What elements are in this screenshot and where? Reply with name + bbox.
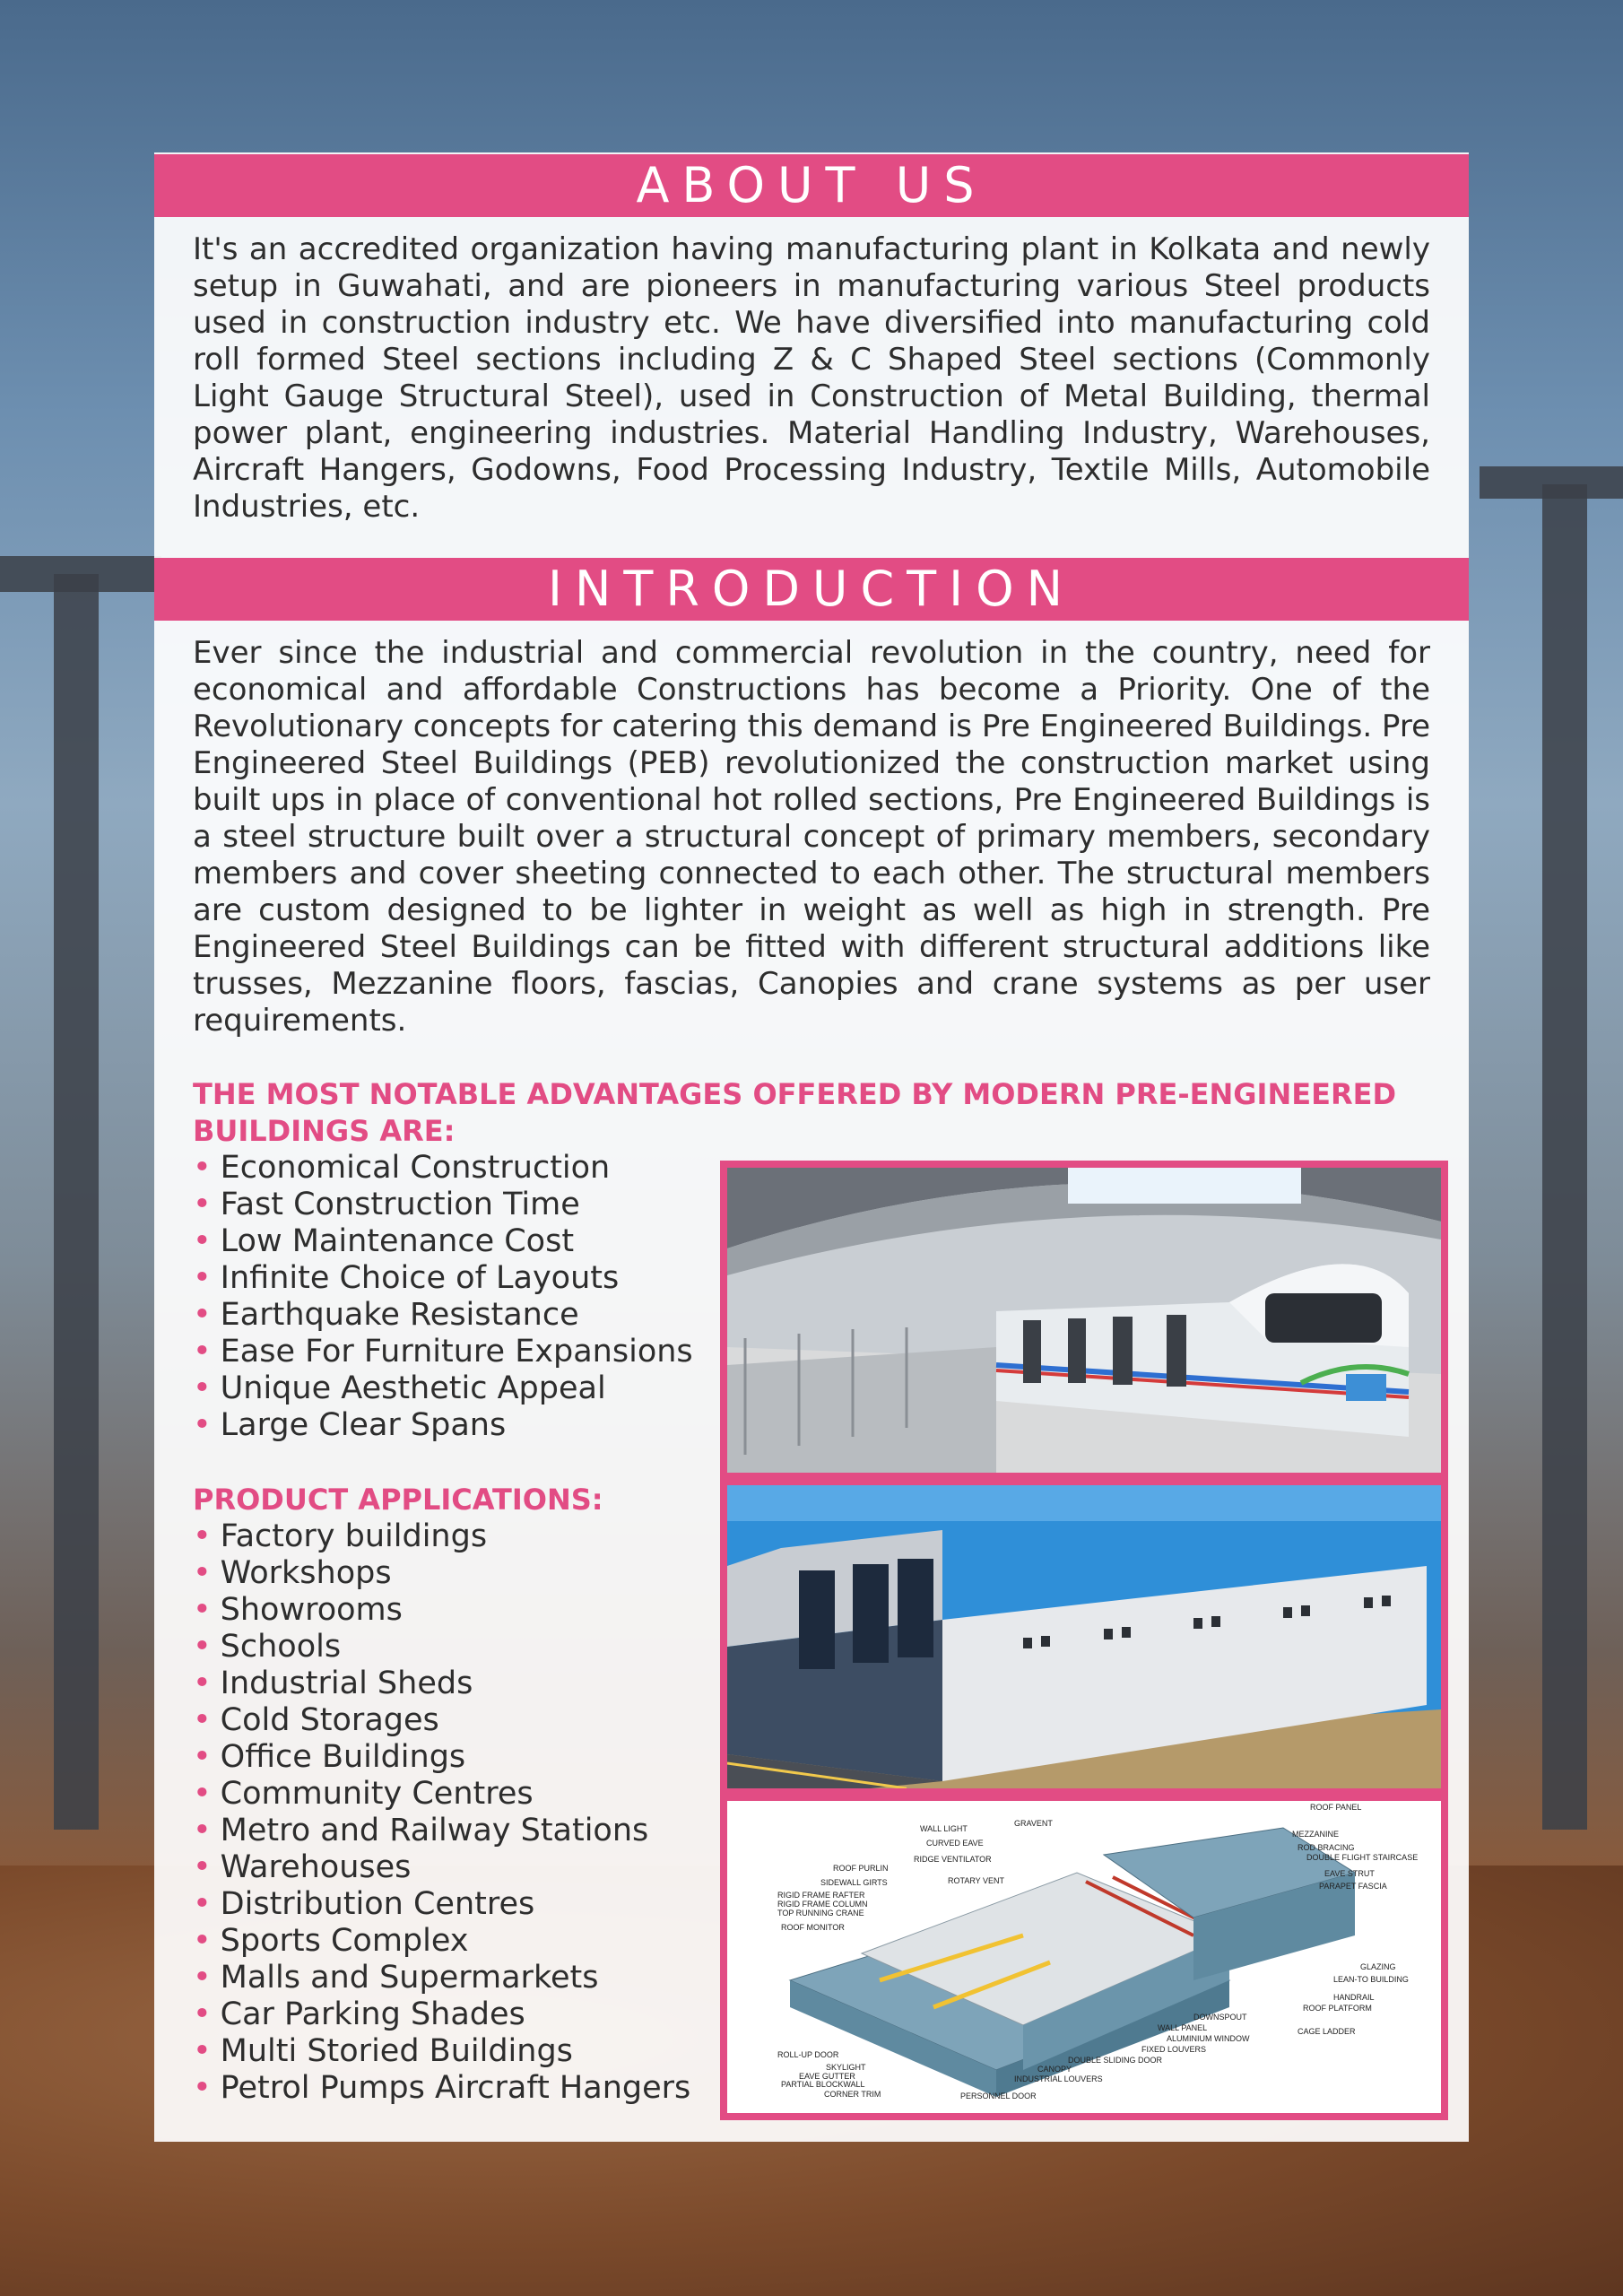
application-item-label: Sports Complex	[220, 1923, 469, 1959]
diagram-label: FIXED LOUVERS	[1141, 2045, 1207, 2054]
application-item-label: Office Buildings	[220, 1739, 466, 1775]
diagram-label: CAGE LADDER	[1298, 2027, 1356, 2036]
bullet-icon: •	[193, 1665, 212, 1701]
peb-structure-diagram	[727, 1801, 1441, 2113]
application-item	[193, 1813, 690, 1849]
diagram-label: ROOF MONITOR	[781, 1923, 845, 1932]
application-item	[193, 1555, 690, 1592]
warehouse-building-photo	[727, 1485, 1441, 1788]
bullet-icon: •	[193, 1996, 212, 2032]
application-item	[193, 1518, 690, 1555]
diagram-label: WALL LIGHT	[920, 1824, 968, 1833]
advantage-item	[193, 1370, 693, 1407]
diagram-label: GLAZING	[1360, 1962, 1396, 1971]
bullet-icon: •	[193, 1849, 212, 1885]
diagram-label: INDUSTRIAL LOUVERS	[1014, 2074, 1103, 2083]
bullet-icon: •	[193, 1187, 212, 1222]
advantage-item	[193, 1297, 693, 1334]
advantage-item-label: Low Maintenance Cost	[220, 1223, 575, 1259]
diagram-label: MEZZANINE	[1292, 1830, 1340, 1839]
metro-station-photo	[727, 1168, 1441, 1473]
background-column	[1542, 484, 1587, 1830]
bullet-icon: •	[193, 1592, 212, 1628]
diagram-label: SIDEWALL GIRTS	[820, 1878, 888, 1887]
diagram-label: CANOPY	[1037, 2065, 1072, 2074]
application-item	[193, 1592, 690, 1629]
diagram-label: EAVE GUTTER	[799, 2072, 855, 2081]
application-item	[193, 1702, 690, 1739]
application-item-label: Malls and Supermarkets	[220, 1960, 599, 1996]
advantage-item	[193, 1407, 693, 1444]
advantage-item	[193, 1187, 693, 1223]
diagram-label: ALUMINIUM WINDOW	[1167, 2034, 1250, 2043]
advantage-item-label: Fast Construction Time	[220, 1187, 580, 1222]
application-item	[193, 1923, 690, 1960]
introduction-title: INTRODUCTION	[154, 558, 1469, 621]
diagram-label: DOWNSPOUT	[1193, 2013, 1247, 2022]
bullet-icon: •	[193, 1813, 212, 1848]
application-item-label: Petrol Pumps Aircraft Hangers	[220, 2070, 691, 2106]
bullet-icon: •	[193, 1776, 212, 1812]
bullet-icon: •	[193, 1739, 212, 1775]
diagram-label: ROOF PLATFORM	[1303, 2004, 1372, 2013]
application-item	[193, 1849, 690, 1886]
advantage-item-label: Infinite Choice of Layouts	[220, 1260, 620, 1296]
applications-list	[193, 1518, 690, 2107]
application-item-label: Community Centres	[220, 1776, 534, 1812]
diagram-label: ROTARY VENT	[948, 1876, 1005, 1885]
diagram-label: ROOF PANEL	[1310, 1803, 1362, 1812]
about-paragraph: It's an accredited organization having manufacturing plant in Kolkata and newly setup in Guwahati, and are pioneers in manufacturing various Steel products used in construction industry etc. We have diversified into manufacturing cold roll formed Steel sections including Z & C Shaped Steel sections (Commonly Light Gauge Structural Steel), used in Construction of Metal Building, thermal power plant, engineering industries. Material Handling Industry, Warehouses, Aircraft Hangers, Godowns, Food Processing Industry, Textile Mills, Automobile Industries, etc.	[193, 231, 1430, 525]
advantage-item-label: Unique Aesthetic Appeal	[220, 1370, 606, 1406]
application-item-label: Car Parking Shades	[220, 1996, 525, 2032]
diagram-label: LEAN-TO BUILDING	[1333, 1975, 1409, 1984]
advantages-list	[193, 1150, 693, 1444]
advantage-item-label: Large Clear Spans	[220, 1407, 507, 1443]
application-item-label: Multi Storied Buildings	[220, 2033, 573, 2069]
bullet-icon: •	[193, 1370, 212, 1406]
bullet-icon: •	[193, 1629, 212, 1665]
advantage-item	[193, 1260, 693, 1297]
diagram-label: ROD BRACING	[1298, 1843, 1355, 1852]
background-column	[54, 574, 99, 1830]
bullet-icon: •	[193, 1260, 212, 1296]
diagram-label: RIGID FRAME COLUMN	[777, 1900, 868, 1909]
advantage-item	[193, 1223, 693, 1260]
bullet-icon: •	[193, 1150, 212, 1186]
bullet-icon: •	[193, 1923, 212, 1959]
bullet-icon: •	[193, 2070, 212, 2106]
application-item-label: Factory buildings	[220, 1518, 488, 1554]
diagram-label: ROOF PURLIN	[833, 1864, 889, 1873]
bullet-icon: •	[193, 1223, 212, 1259]
advantage-item	[193, 1334, 693, 1370]
application-item-label: Workshops	[220, 1555, 392, 1591]
advantages-heading: THE MOST NOTABLE ADVANTAGES OFFERED BY MODERN PRE-ENGINEERED BUILDINGS ARE:	[193, 1077, 1397, 1148]
bullet-icon: •	[193, 1960, 212, 1996]
bullet-icon: •	[193, 1334, 212, 1370]
application-item	[193, 2070, 690, 2107]
application-item	[193, 1739, 690, 1776]
application-item-label: Warehouses	[220, 1849, 412, 1885]
application-item-label: Cold Storages	[220, 1702, 439, 1738]
application-item-label: Metro and Railway Stations	[220, 1813, 649, 1848]
application-item-label: Industrial Sheds	[220, 1665, 473, 1701]
advantage-item-label: Economical Construction	[220, 1150, 611, 1186]
bullet-icon: •	[193, 1518, 212, 1554]
application-item	[193, 1960, 690, 1996]
application-item	[193, 1886, 690, 1923]
diagram-label: SKYLIGHT	[826, 2063, 866, 2072]
diagram-label: PARTIAL BLOCKWALL	[781, 2080, 865, 2089]
about-title: ABOUT US	[154, 154, 1469, 217]
application-item	[193, 2033, 690, 2070]
bullet-icon: •	[193, 1407, 212, 1443]
photo-collage	[720, 1161, 1448, 2120]
bullet-icon: •	[193, 1297, 212, 1333]
diagram-label: CURVED EAVE	[926, 1839, 984, 1848]
bullet-icon: •	[193, 2033, 212, 2069]
diagram-label: DOUBLE FLIGHT STAIRCASE	[1306, 1853, 1419, 1862]
introduction-paragraph: Ever since the industrial and commercial revolution in the country, need for economical and affordable Constructions has become a Priority. One of the Revolutionary concepts for catering this demand is Pre Engineered Buildings. Pre Engineered Steel Buildings (PEB) revolutionized the construction market using built ups in place of conventional hot rolled sections, Pre Engineered Buildings is a steel structure built over a structural concept of primary members, secondary members and cover sheeting connected to each other. The structural members are custom designed to be lighter in weight as well as high in strength. Pre Engineered Steel Buildings can be fitted with different structural additions like trusses, Mezzanine floors, fascias, Canopies and crane systems as per user requirements.	[193, 635, 1430, 1039]
diagram-label: PERSONNEL DOOR	[960, 2092, 1037, 2100]
diagram-label: HANDRAIL	[1333, 1993, 1375, 2002]
bullet-icon: •	[193, 1555, 212, 1591]
diagram-label: RIGID FRAME RAFTER	[777, 1891, 865, 1900]
advantage-item	[193, 1150, 693, 1187]
advantage-item-label: Earthquake Resistance	[220, 1297, 579, 1333]
application-item-label: Showrooms	[220, 1592, 403, 1628]
diagram-label: ROLL-UP DOOR	[777, 2050, 839, 2059]
diagram-label: WALL PANEL	[1158, 2023, 1208, 2032]
diagram-label: PARAPET FASCIA	[1319, 1882, 1387, 1891]
application-item	[193, 1996, 690, 2033]
diagram-label: TOP RUNNING CRANE	[777, 1909, 864, 1918]
diagram-label: CORNER TRIM	[824, 2090, 881, 2099]
bullet-icon: •	[193, 1886, 212, 1922]
application-item-label: Distribution Centres	[220, 1886, 535, 1922]
diagram-label: DOUBLE SLIDING DOOR	[1068, 2056, 1163, 2065]
diagram-label: RIDGE VENTILATOR	[914, 1855, 992, 1864]
applications-heading: PRODUCT APPLICATIONS:	[193, 1483, 603, 1517]
application-item	[193, 1629, 690, 1665]
diagram-label: EAVE STRUT	[1324, 1869, 1375, 1878]
application-item	[193, 1776, 690, 1813]
application-item	[193, 1665, 690, 1702]
diagram-label: GRAVENT	[1014, 1819, 1053, 1828]
advantage-item-label: Ease For Furniture Expansions	[220, 1334, 693, 1370]
application-item-label: Schools	[220, 1629, 342, 1665]
bullet-icon: •	[193, 1702, 212, 1738]
